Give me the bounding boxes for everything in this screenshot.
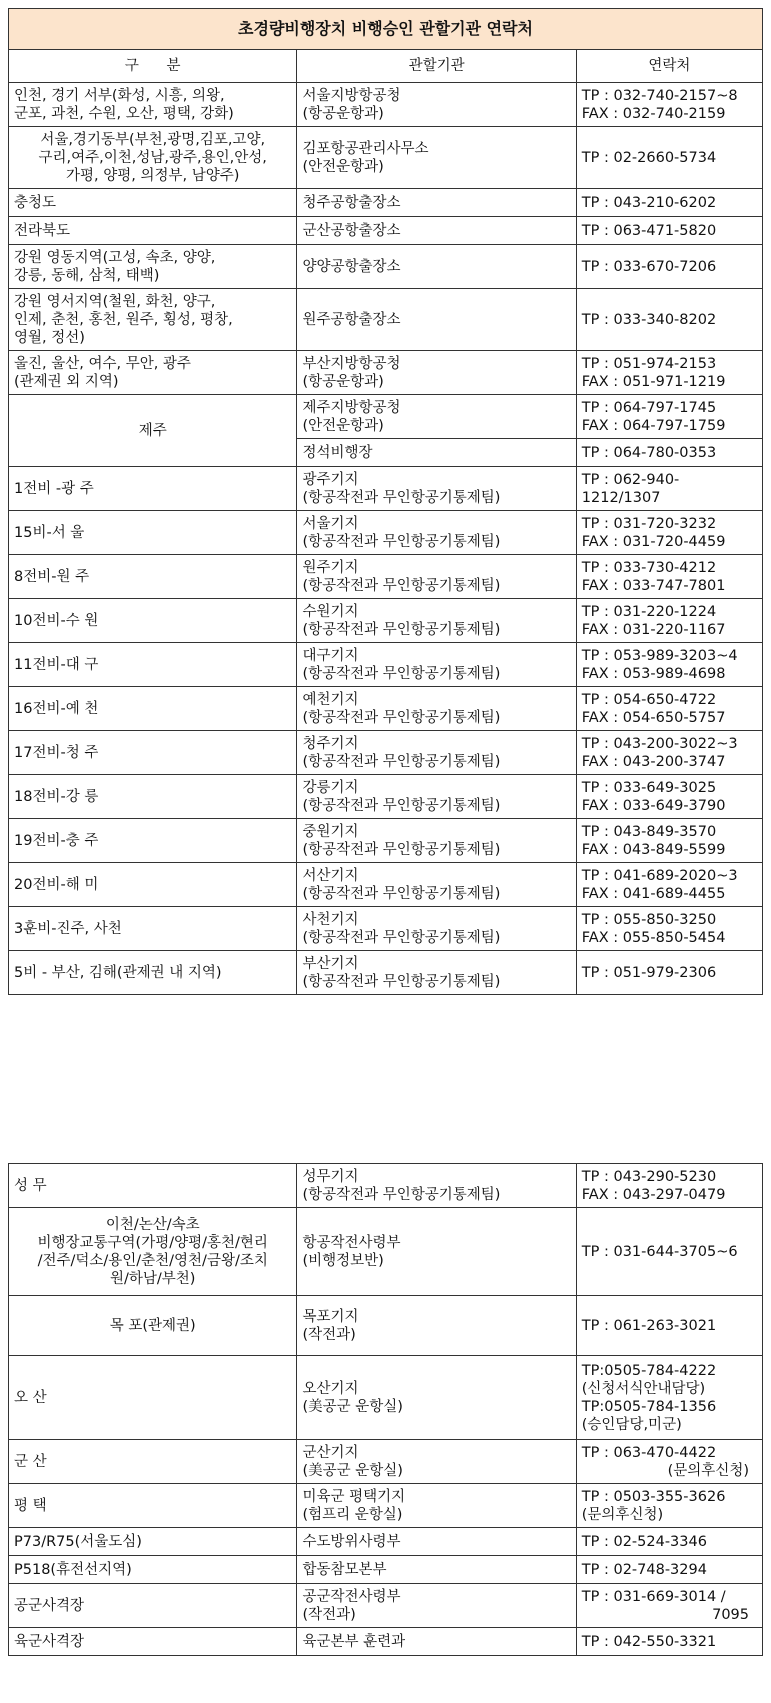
agency-cell-line: 청주기지	[302, 735, 359, 752]
contact-cell-line: TP : 032-740-2157~8	[581, 87, 738, 104]
agency-cell-line: 사천기지	[302, 911, 359, 928]
table-row	[9, 775, 763, 819]
region-cell-line: 육군사격장	[14, 1633, 85, 1650]
contact-cell	[576, 599, 762, 643]
table-row	[9, 1628, 763, 1656]
region-cell	[9, 1440, 297, 1484]
agency-cell-line: (항공작전과 무인항공기통제팀)	[302, 797, 501, 814]
table-row	[9, 555, 763, 599]
agency-cell	[297, 1296, 576, 1356]
contact-cell	[576, 1356, 762, 1440]
contact-cell-line: FAX : 043-200-3747	[581, 753, 726, 770]
contact-cell-line: FAX : 043-297-0479	[581, 1186, 726, 1203]
region-cell-line: 인천, 경기 서부(화성, 시흥, 의왕,	[14, 87, 225, 104]
contact-cell	[576, 83, 762, 127]
agency-cell-line: (안전운항과)	[302, 158, 384, 175]
region-cell-line: 성 무	[14, 1177, 47, 1194]
region-cell-line: 강릉, 동해, 삼척, 태백)	[14, 267, 160, 284]
table-row	[9, 189, 763, 217]
contact-cell-line: FAX : 064-797-1759	[581, 417, 726, 434]
region-cell-line: 오 산	[14, 1389, 47, 1406]
contact-cell-line: TP : 043-290-5230	[581, 1168, 717, 1185]
agency-cell	[297, 731, 576, 775]
table-row	[9, 1528, 763, 1556]
contact-cell-line: TP : 043-210-6202	[581, 194, 717, 211]
table-row	[9, 289, 763, 351]
agency-cell-line: (항공작전과 무인항공기통제팀)	[302, 489, 501, 506]
region-cell-line: 목 포(관제권)	[109, 1317, 196, 1334]
region-cell-line: 3훈비-진주, 사천	[14, 920, 122, 937]
contact-cell-line: TP : 033-730-4212	[581, 559, 717, 576]
contact-cell-line: TP : 02-2660-5734	[581, 149, 717, 166]
agency-cell-line: 원주기지	[302, 559, 359, 576]
contact-cell	[576, 289, 762, 351]
agency-cell-line: 김포항공관리사무소	[302, 140, 429, 157]
agency-cell-line: 수도방위사령부	[302, 1533, 401, 1550]
contact-cell-line: TP : 043-200-3022~3	[581, 735, 738, 752]
region-cell	[9, 863, 297, 907]
agency-cell-line: (항공작전과 무인항공기통제팀)	[302, 753, 501, 770]
table-row	[9, 863, 763, 907]
agency-cell	[297, 189, 576, 217]
table-row	[9, 1556, 763, 1584]
agency-cell-line: 정석비행장	[302, 444, 373, 461]
table-row	[9, 687, 763, 731]
region-cell	[9, 245, 297, 289]
table-row	[9, 1584, 763, 1628]
agency-cell-line: (항공운항과)	[302, 373, 384, 390]
contact-cell	[576, 127, 762, 189]
region-cell	[9, 731, 297, 775]
region-cell	[9, 907, 297, 951]
region-cell	[9, 687, 297, 731]
agency-cell-line: 성무기지	[302, 1168, 359, 1185]
table-row	[9, 1164, 763, 1208]
region-cell-line: 원/하남/부천)	[109, 1270, 196, 1287]
contact-cell-line: TP : 033-670-7206	[581, 258, 717, 275]
agency-cell	[297, 1584, 576, 1628]
region-cell-line: 이천/논산/속초	[105, 1216, 200, 1233]
table-row	[9, 1208, 763, 1296]
region-cell	[9, 127, 297, 189]
contact-cell-line: FAX : 033-747-7801	[581, 577, 726, 594]
region-cell-line: 구리,여주,이천,성남,광주,용인,안성,	[38, 149, 267, 166]
agency-cell-line: (항공작전과 무인항공기통제팀)	[302, 665, 501, 682]
region-cell	[9, 1584, 297, 1628]
agency-cell	[297, 687, 576, 731]
agency-cell-line: (항공작전과 무인항공기통제팀)	[302, 929, 501, 946]
agency-cell-line: 오산기지	[302, 1380, 359, 1397]
contact-cell-line: TP:0505-784-1356	[581, 1398, 717, 1415]
agency-cell	[297, 1484, 576, 1528]
table-row	[9, 127, 763, 189]
contact-table-1	[8, 8, 763, 995]
agency-cell	[297, 467, 576, 511]
contact-cell-line: FAX : 055-850-5454	[581, 929, 726, 946]
contact-cell-line: TP : 051-979-2306	[581, 964, 717, 981]
agency-cell-line: (美공군 운항실)	[302, 1398, 403, 1415]
region-cell	[9, 643, 297, 687]
agency-cell-line: 육군본부 훈련과	[302, 1633, 406, 1650]
contact-cell-line: TP : 064-797-1745	[581, 399, 717, 416]
contact-cell-line: 7095	[712, 1606, 749, 1623]
agency-cell	[297, 819, 576, 863]
agency-cell	[297, 951, 576, 995]
contact-cell	[576, 907, 762, 951]
contact-cell	[576, 351, 762, 395]
region-cell-line: 8전비-원 주	[14, 568, 90, 585]
contact-cell	[576, 467, 762, 511]
region-cell	[9, 1164, 297, 1208]
agency-cell-line: 항공작전사령부	[302, 1234, 401, 1251]
agency-cell	[297, 863, 576, 907]
region-cell-line: 전라북도	[14, 222, 71, 239]
region-cell	[9, 951, 297, 995]
contact-cell	[576, 863, 762, 907]
region-cell-line: 19전비-충 주	[14, 832, 99, 849]
contact-cell-line: (문의후신청)	[581, 1506, 664, 1523]
contact-cell-line: TP : 033-649-3025	[581, 779, 717, 796]
contact-cell-line: TP : 062-940-1212/1307	[581, 471, 680, 506]
agency-cell	[297, 775, 576, 819]
agency-cell-line: 청주공항출장소	[302, 194, 401, 211]
agency-cell-line: (항공작전과 무인항공기통제팀)	[302, 885, 501, 902]
region-cell-line: 평 택	[14, 1497, 47, 1514]
region-cell	[9, 1296, 297, 1356]
region-cell-line: 군 산	[14, 1453, 47, 1470]
agency-cell	[297, 1356, 576, 1440]
agency-cell-line: (항공작전과 무인항공기통제팀)	[302, 1186, 501, 1203]
agency-cell-line: 미육군 평택기지	[302, 1488, 406, 1505]
region-cell-line: P73/R75(서울도심)	[14, 1533, 142, 1550]
region-cell	[9, 467, 297, 511]
contact-cell-line: TP:0505-784-4222	[581, 1362, 717, 1379]
agency-cell-line: 부산기지	[302, 955, 359, 972]
contact-cell	[576, 245, 762, 289]
header-row	[9, 50, 763, 83]
contact-cell-line: TP : 051-974-2153	[581, 355, 717, 372]
agency-cell-line: 군산기지	[302, 1444, 359, 1461]
contact-cell	[576, 1296, 762, 1356]
contact-cell	[576, 643, 762, 687]
table-row	[9, 467, 763, 511]
table-row	[9, 907, 763, 951]
agency-cell-line: (안전운항과)	[302, 417, 384, 434]
agency-cell-line: (항공작전과 무인항공기통제팀)	[302, 841, 501, 858]
contact-cell	[576, 395, 762, 439]
table-row	[9, 951, 763, 995]
agency-cell	[297, 289, 576, 351]
agency-cell-line: 서산기지	[302, 867, 359, 884]
contact-cell-line: FAX : 031-220-1167	[581, 621, 726, 638]
region-cell-line: 인제, 춘천, 홍천, 원주, 횡성, 평창,	[14, 311, 233, 328]
agency-cell-line: 예천기지	[302, 691, 359, 708]
contact-cell	[576, 189, 762, 217]
table-row	[9, 245, 763, 289]
agency-cell	[297, 1628, 576, 1656]
contact-cell-line: TP : 042-550-3321	[581, 1633, 717, 1650]
contact-cell-line: TP : 063-471-5820	[581, 222, 717, 239]
agency-cell-line: 부산지방항공청	[302, 355, 401, 372]
contact-cell	[576, 1440, 762, 1484]
contact-cell-line: TP : 053-989-3203~4	[581, 647, 738, 664]
region-cell-line: 군포, 과천, 수원, 오산, 평택, 강화)	[14, 105, 234, 122]
region-cell-line: 비행장교통구역(가평/양평/홍천/현리	[37, 1234, 268, 1251]
table-row	[9, 1484, 763, 1528]
agency-cell-line: (항공작전과 무인항공기통제팀)	[302, 577, 501, 594]
contact-cell-line: FAX : 053-989-4698	[581, 665, 726, 682]
table-row	[9, 217, 763, 245]
region-cell	[9, 1208, 297, 1296]
agency-cell	[297, 83, 576, 127]
contact-cell	[576, 687, 762, 731]
region-cell-jeju-line: 제주	[138, 422, 167, 439]
region-cell-line: 충청도	[14, 194, 57, 211]
agency-cell-line: (험프리 운항실)	[302, 1506, 403, 1523]
region-cell-line: 5비 - 부산, 김해(관제권 내 지역)	[14, 964, 222, 981]
agency-cell-line: (작전과)	[302, 1326, 356, 1343]
table-row	[9, 599, 763, 643]
contact-cell	[576, 731, 762, 775]
contact-cell-line: FAX : 033-649-3790	[581, 797, 726, 814]
contact-cell-line: TP : 031-720-3232	[581, 515, 717, 532]
agency-cell-line: 제주지방항공청	[302, 399, 401, 416]
contact-cell-line: (문의후신청)	[667, 1462, 749, 1479]
agency-cell	[297, 1440, 576, 1484]
region-cell-line: 10전비-수 원	[14, 612, 99, 629]
contact-cell-line: TP : 02-748-3294	[581, 1561, 707, 1578]
agency-cell	[297, 1164, 576, 1208]
agency-cell	[297, 1208, 576, 1296]
region-cell-line: 가평, 양평, 의정부, 남양주)	[66, 167, 240, 184]
contact-cell	[576, 1528, 762, 1556]
table-title: 초경량비행장치 비행승인 관할기관 연락처	[9, 9, 763, 50]
region-cell-line: (관제권 외 지역)	[14, 373, 119, 390]
region-cell	[9, 599, 297, 643]
agency-cell-line: 원주공항출장소	[302, 311, 401, 328]
agency-cell-line: 합동참모본부	[302, 1561, 387, 1578]
region-cell-jeju	[9, 395, 297, 467]
region-cell	[9, 819, 297, 863]
region-cell	[9, 1556, 297, 1584]
agency-cell-line: (비행정보반)	[302, 1252, 384, 1269]
agency-cell-line: 수원기지	[302, 603, 359, 620]
agency-cell-line: (항공운항과)	[302, 105, 384, 122]
agency-cell-line: 중원기지	[302, 823, 359, 840]
contact-cell	[576, 439, 762, 467]
contact-cell-line: FAX : 032-740-2159	[581, 105, 726, 122]
table-row	[9, 1440, 763, 1484]
contact-cell-line: TP : 0503-355-3626	[581, 1488, 726, 1505]
region-cell-line: P518(휴전선지역)	[14, 1561, 132, 1578]
contact-cell-line: (신청서식안내담당)	[581, 1380, 706, 1397]
contact-cell-line: TP : 031-669-3014 /	[581, 1588, 726, 1605]
agency-cell-line: 서울기지	[302, 515, 359, 532]
contact-cell	[576, 1484, 762, 1528]
agency-cell-line: (美공군 운항실)	[302, 1462, 403, 1479]
region-cell-line: 강원 영동지역(고성, 속초, 양양,	[14, 249, 216, 266]
agency-cell	[297, 907, 576, 951]
table-row	[9, 1356, 763, 1440]
region-cell-line: 11전비-대 구	[14, 656, 99, 673]
contact-cell	[576, 775, 762, 819]
agency-cell	[297, 439, 576, 467]
contact-cell-line: TP : 02-524-3346	[581, 1533, 707, 1550]
agency-cell-line: (항공작전과 무인항공기통제팀)	[302, 621, 501, 638]
agency-cell	[297, 1528, 576, 1556]
contact-cell-line: TP : 043-849-3570	[581, 823, 717, 840]
region-cell-line: 20전비-해 미	[14, 876, 99, 893]
contact-cell	[576, 1556, 762, 1584]
contact-cell	[576, 819, 762, 863]
table-row	[9, 511, 763, 555]
contact-cell-line: TP : 064-780-0353	[581, 444, 717, 461]
table-row	[9, 351, 763, 395]
contact-cell-line: FAX : 051-971-1219	[581, 373, 726, 390]
agency-cell-line: (항공작전과 무인항공기통제팀)	[302, 709, 501, 726]
agency-cell-line: 양양공항출장소	[302, 258, 401, 275]
agency-cell-line: 강릉기지	[302, 779, 359, 796]
region-cell-line: 강원 영서지역(철원, 화천, 양구,	[14, 293, 216, 310]
region-cell-line: 18전비-강 릉	[14, 788, 99, 805]
title-row	[9, 9, 763, 50]
agency-cell	[297, 599, 576, 643]
contact-cell-line: TP : 033-340-8202	[581, 311, 717, 328]
agency-cell	[297, 217, 576, 245]
table-row	[9, 83, 763, 127]
agency-cell-line: 군산공항출장소	[302, 222, 401, 239]
agency-cell-line: 목포기지	[302, 1308, 359, 1325]
contact-cell-line: TP : 063-470-4422	[581, 1444, 717, 1461]
table-row	[9, 395, 763, 439]
agency-cell	[297, 1556, 576, 1584]
contact-cell-line: TP : 061-263-3021	[581, 1317, 717, 1334]
agency-cell-line: (항공작전과 무인항공기통제팀)	[302, 973, 501, 990]
region-cell	[9, 1484, 297, 1528]
region-cell-line: 17전비-청 주	[14, 744, 99, 761]
table-row	[9, 643, 763, 687]
contact-table-2	[8, 1163, 763, 1656]
contact-cell	[576, 1628, 762, 1656]
agency-cell	[297, 643, 576, 687]
region-cell-line: 16전비-예 천	[14, 700, 99, 717]
agency-cell-line: (작전과)	[302, 1606, 356, 1623]
region-cell-line: 울진, 울산, 여수, 무안, 광주	[14, 355, 191, 372]
agency-cell	[297, 511, 576, 555]
agency-cell	[297, 245, 576, 289]
agency-cell	[297, 395, 576, 439]
contact-cell-line: TP : 031-644-3705~6	[581, 1243, 738, 1260]
region-cell	[9, 289, 297, 351]
contact-cell	[576, 511, 762, 555]
contact-cell-line: TP : 041-689-2020~3	[581, 867, 738, 884]
region-cell	[9, 189, 297, 217]
region-cell-line: 공군사격장	[14, 1597, 85, 1614]
agency-cell-line: 공군작전사령부	[302, 1588, 401, 1605]
header-contact: 연락처	[576, 50, 762, 83]
agency-cell-line: (항공작전과 무인항공기통제팀)	[302, 533, 501, 550]
region-cell	[9, 217, 297, 245]
region-cell	[9, 555, 297, 599]
contact-cell	[576, 951, 762, 995]
region-cell	[9, 83, 297, 127]
agency-cell-line: 서울지방항공청	[302, 87, 401, 104]
header-region: 구 분	[9, 50, 297, 83]
agency-cell	[297, 555, 576, 599]
contact-cell	[576, 1164, 762, 1208]
contact-cell	[576, 1208, 762, 1296]
contact-cell-line: TP : 031-220-1224	[581, 603, 717, 620]
table-row	[9, 1296, 763, 1356]
region-cell	[9, 1528, 297, 1556]
agency-cell-line: 대구기지	[302, 647, 359, 664]
header-agency: 관할기관	[297, 50, 576, 83]
region-cell-line: 영월, 정선)	[14, 329, 85, 346]
table-row	[9, 731, 763, 775]
contact-cell	[576, 1584, 762, 1628]
region-cell	[9, 511, 297, 555]
region-cell	[9, 1356, 297, 1440]
contact-cell-line: TP : 055-850-3250	[581, 911, 717, 928]
contact-cell-line: FAX : 041-689-4455	[581, 885, 726, 902]
contact-cell-line: FAX : 031-720-4459	[581, 533, 726, 550]
contact-cell-line: TP : 054-650-4722	[581, 691, 717, 708]
agency-cell	[297, 351, 576, 395]
agency-cell	[297, 127, 576, 189]
region-cell-line: 15비-서 울	[14, 524, 85, 541]
region-cell	[9, 1628, 297, 1656]
contact-cell-line: FAX : 043-849-5599	[581, 841, 726, 858]
agency-cell-line: 광주기지	[302, 471, 359, 488]
table-row	[9, 819, 763, 863]
contact-cell-line: FAX : 054-650-5757	[581, 709, 726, 726]
contact-cell	[576, 217, 762, 245]
region-cell	[9, 775, 297, 819]
region-cell-line: 1전비 -광 주	[14, 480, 94, 497]
contact-cell-line: (승인담당,미군)	[581, 1416, 682, 1433]
region-cell-line: /전주/덕소/용인/춘천/영천/금왕/조치	[37, 1252, 268, 1269]
region-cell-line: 서울,경기동부(부천,광명,김포,고양,	[40, 131, 266, 148]
region-cell	[9, 351, 297, 395]
contact-cell	[576, 555, 762, 599]
